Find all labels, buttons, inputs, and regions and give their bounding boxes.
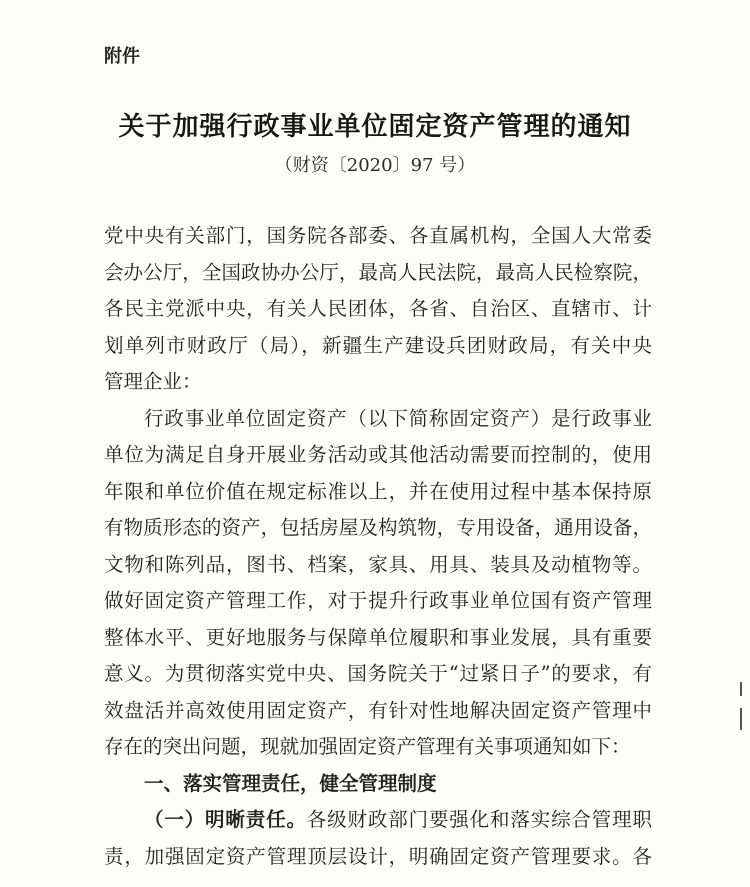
- subsection-lead: （一）明晰责任。: [144, 808, 307, 831]
- scan-mark: [740, 708, 742, 730]
- addressee-line: 会办公厅，全国政协办公厅，最高人民法院，最高人民检察院，: [104, 260, 652, 284]
- paragraph-line: 存在的突出问题，现就加强固定资产管理有关事项通知如下：: [104, 735, 631, 758]
- paragraph-line: 整体水平、更好地服务与保障单位履职和事业发展，具有重要: [104, 625, 652, 649]
- subsection-first-line: [104, 802, 652, 839]
- scan-mark: [740, 682, 742, 696]
- addressee-line: 划单列市财政厅（局），新疆生产建设兵团财政局，有关中央: [104, 333, 652, 357]
- addressee-line: 各民主党派中央，有关人民团体，各省、自治区、直辖市、计: [104, 297, 652, 320]
- paragraph-line: 做好固定资产管理工作，对于提升行政事业单位国有资产管理: [104, 589, 652, 612]
- paragraph-line: 年限和单位价值在规定标准以上，并在使用过程中基本保持原: [104, 479, 652, 503]
- paragraph-line: 有物质形态的资产，包括房屋及构筑物，专用设备，通用设备，: [104, 516, 652, 539]
- document-body: [104, 218, 652, 875]
- section-heading: 一、落实管理责任，健全管理制度: [144, 771, 437, 795]
- attachment-label: 附件: [104, 46, 140, 67]
- addressee-line: 管理企业：: [104, 370, 202, 393]
- addressee-line: 党中央有关部门，国务院各部委、各直属机构，全国人大常委: [104, 224, 652, 247]
- paragraph-line: 责，加强固定资产管理顶层设计，明确固定资产管理要求。各: [104, 844, 652, 868]
- document-number: （财资〔2020〕97 号）: [274, 155, 476, 176]
- paragraph-line: 效盘活并高效使用固定资产，有针对性地解决固定资产管理中: [104, 698, 652, 722]
- paragraph-line: 单位为满足自身开展业务活动或其他活动需要而控制的，使用: [104, 443, 652, 466]
- paragraph-line: 行政事业单位固定资产（以下简称固定资产）是行政事业: [144, 406, 652, 430]
- subsection-text: 各级财政部门要强化和落实综合管理职: [306, 808, 652, 831]
- document-title: 关于加强行政事业单位固定资产管理的通知: [118, 112, 632, 142]
- paragraph-line: 意义。为贯彻落实党中央、国务院关于“过紧日子”的要求，有: [104, 662, 652, 685]
- paragraph-line: 文物和陈列品，图书、档案，家具、用具、装具及动植物等。: [104, 552, 652, 576]
